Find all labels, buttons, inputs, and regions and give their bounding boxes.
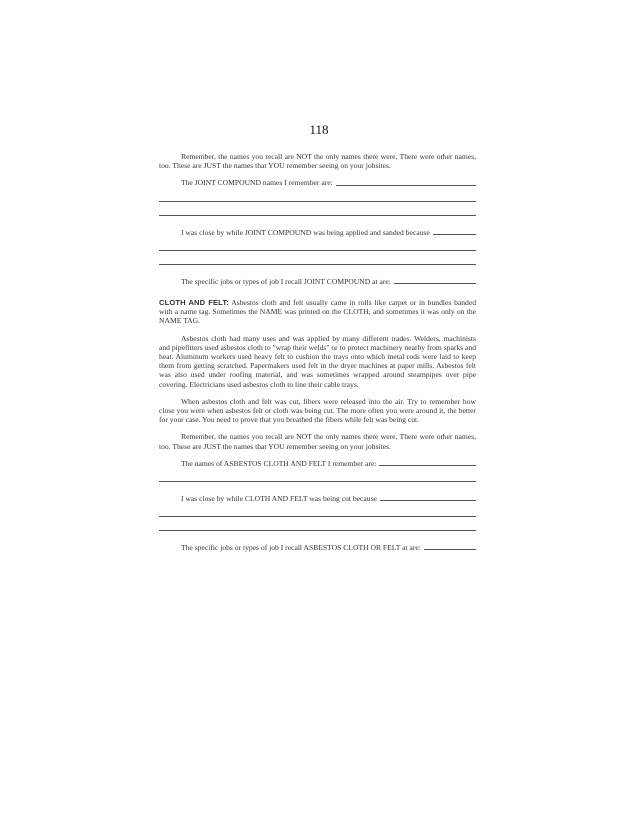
joint-compound-close-blank[interactable] <box>433 234 476 235</box>
page-number: 118 <box>309 122 329 137</box>
joint-compound-names-answer-line-2[interactable] <box>159 215 476 216</box>
joint-compound-names-label: The JOINT COMPOUND names I remember are: <box>181 178 333 188</box>
cloth-names-blank[interactable] <box>379 465 476 466</box>
cloth-close-label: I was close by while CLOTH AND FELT was being cut because <box>181 494 377 504</box>
cloth-close-blank[interactable] <box>380 500 476 501</box>
joint-compound-jobs-blank[interactable] <box>394 283 476 284</box>
cloth-jobs-prompt <box>159 543 476 552</box>
cloth-uses-paragraph: Asbestos cloth had many uses and was applied by many different trades. Welders, machinists and pipefitters used asbestos cloth to "wrap their welds" or to protect machinery nearby from sparks and heat. Aluminum workers used heavy felt to cushion the trays onto which metal rods were laid to keep them from getting scratched. Papermakers used felt in the dryer machines at paper mills. Asbestos felt was also used under roofing material, and was sometimes wrapped around steampipes over pipe covering. Electricians used asbestos cloth to line their cable trays. <box>159 333 476 389</box>
cloth-close-answer-line-2[interactable] <box>159 530 476 531</box>
joint-compound-jobs-label: The specific jobs or types of job I recall JOINT COMPOUND at are: <box>181 276 391 286</box>
joint-compound-close-prompt <box>159 228 476 237</box>
cloth-names-answer-line-1[interactable] <box>159 481 476 482</box>
joint-compound-close-answer-line-1[interactable] <box>159 250 476 251</box>
cloth-close-prompt <box>159 494 476 503</box>
joint-compound-names-answer-line-1[interactable] <box>159 201 476 202</box>
joint-compound-close-answer-line-2[interactable] <box>159 264 476 265</box>
cloth-cut-paragraph: When asbestos cloth and felt was cut, fibers were released into the air. Try to remember how close you were when asbestos felt or cloth was being cut. The more often you were around it, the better for your case. You need to prove that you breathed the fibers while felt was being cut. <box>159 396 476 425</box>
cloth-names-label: The names of ASBESTOS CLOTH AND FELT I remember are: <box>181 458 377 468</box>
cloth-jobs-label: The specific jobs or types of job I recall ASBESTOS CLOTH OR FELT at are: <box>181 543 421 553</box>
document-body <box>159 152 476 552</box>
reminder-paragraph-1: Remember, the names you recall are NOT the only names there were. There were other names, too. These are JUST the names that YOU remember seeing on your jobsites. <box>159 152 476 171</box>
joint-compound-jobs-prompt <box>159 277 476 286</box>
cloth-felt-heading: CLOTH AND FELT: <box>159 298 229 308</box>
cloth-felt-body: Asbestos cloth and felt usually came in rolls like carpet or in bundles banded with a name tag. Sometimes the NAME was printed on the CLOTH, and sometimes it was only on the NAME TAG. <box>159 298 476 326</box>
cloth-felt-paragraph <box>159 298 476 326</box>
cloth-jobs-blank[interactable] <box>424 549 476 550</box>
joint-compound-close-label: I was close by while JOINT COMPOUND was being applied and sanded because <box>181 227 430 237</box>
cloth-names-prompt <box>159 459 476 468</box>
reminder-paragraph-2: Remember, the names you recall are NOT the only names there were. There were other names, too. These are JUST the names that YOU remember seeing on your jobsites. <box>159 432 476 451</box>
joint-compound-names-blank[interactable] <box>336 185 476 186</box>
cloth-close-answer-line-1[interactable] <box>159 516 476 517</box>
joint-compound-names-prompt <box>159 178 476 187</box>
